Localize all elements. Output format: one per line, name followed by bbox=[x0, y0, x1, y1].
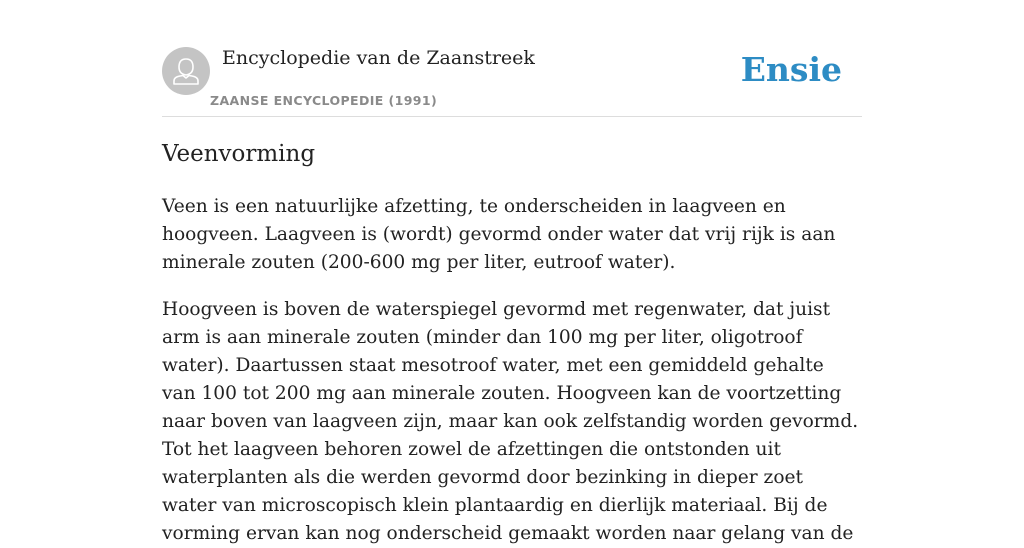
article-title: Veenvorming bbox=[162, 141, 316, 167]
source-title[interactable]: Encyclopedie van de Zaanstreek bbox=[222, 47, 535, 69]
article bbox=[162, 138, 862, 548]
article-paragraph: Veen is een natuurlijke afzetting, te onderscheiden in laagveen en hoogveen. Laagveen is (wordt) gevormd onder water dat vrij rijk is aan minerale zouten (200-600 mg per liter, eutroof water). bbox=[162, 196, 836, 273]
brand-logo-link[interactable]: Ensie bbox=[740, 50, 842, 89]
article-paragraph: Hoogveen is boven de waterspiegel gevormd met regenwater, dat juist arm is aan minerale zouten (minder dan 100 mg per liter, oligotroof water). Daartussen staat mesotroof water, met een gemiddeld gehalte van 100 tot 200 mg aan minerale zouten. Hoogveen kan de voortzetting naar boven van laagveen zijn, maar kan ook zelfstandig worden gevormd. Tot het laagveen behoren zowel de afzettingen die ontstonden uit waterplanten als die werden gevormd door bezinking in dieper zoet water van microscopisch klein plantaardig en dierlijk materiaal. Bij de vorming ervan kan nog onderscheid gemaakt worden naar gelang van de bbox=[162, 299, 859, 544]
source-header bbox=[162, 46, 862, 117]
source-subtitle: ZAANSE ENCYCLOPEDIE (1991) bbox=[210, 93, 438, 108]
user-placeholder-icon[interactable] bbox=[162, 47, 210, 95]
